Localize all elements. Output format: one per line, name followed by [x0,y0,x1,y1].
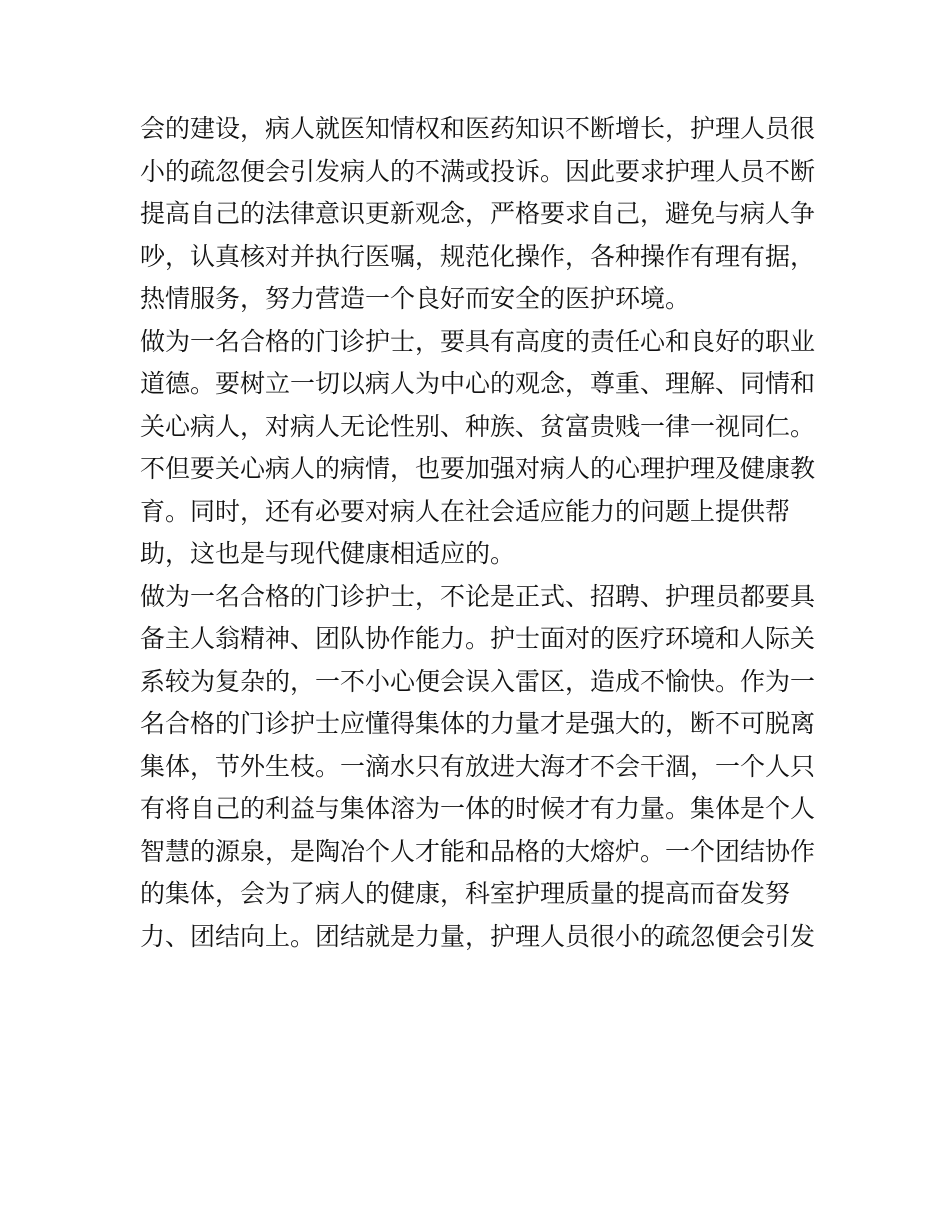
text-line: 提高自己的法律意识更新观念，严格要求自己，避免与病人争 [140,199,816,228]
text-line: 做为一名合格的门诊护士，不论是正式、招聘、护理员都要具 [140,581,816,611]
text-line: 关心病人，对病人无论性别、种族、贫富贵贱一律一视同仁。 [140,411,816,441]
text-line: 道德。要树立一切以病人为中心的观念，尊重、理解、同情和 [140,369,816,398]
text-line: 集体，节外生枝。一滴水只有放进大海才不会干涸，一个人只 [140,751,816,781]
text-line: 吵，认真核对并执行医嘱，规范化操作，各种操作有理有据， [140,241,816,271]
text-line: 助，这也是与现代健康相适应的。 [140,539,516,568]
text-line: 不但要关心病人的病情，也要加强对病人的心理护理及健康教 [140,454,816,483]
text-line: 的集体，会为了病人的健康，科室护理质量的提高而奋发努 [140,879,791,908]
text-line: 育。同时，还有必要对病人在社会适应能力的问题上提供帮 [140,496,791,526]
text-line: 名合格的门诊护士应懂得集体的力量才是强大的，断不可脱离 [140,709,816,738]
body-text [140,108,820,958]
text-line: 热情服务，努力营造一个良好而安全的医护环境。 [140,284,691,313]
text-line: 备主人翁精神、团队协作能力。护士面对的医疗环境和人际关 [140,624,816,653]
text-line: 做为一名合格的门诊护士，要具有高度的责任心和良好的职业 [140,326,816,356]
text-line: 小的疏忽便会引发病人的不满或投诉。因此要求护理人员不断 [140,156,816,186]
text-line: 智慧的源泉，是陶冶个人才能和品格的大熔炉。一个团结协作 [140,836,816,866]
text-line: 力、团结向上。团结就是力量，护理人员很小的疏忽便会引发 [140,921,816,951]
text-line: 会的建设，病人就医知情权和医药知识不断增长，护理人员很 [140,114,816,143]
text-line: 有将自己的利益与集体溶为一体的时候才有力量。集体是个人 [140,794,816,823]
text-line: 系较为复杂的，一不小心便会误入雷区，造成不愉快。作为一 [140,666,816,696]
